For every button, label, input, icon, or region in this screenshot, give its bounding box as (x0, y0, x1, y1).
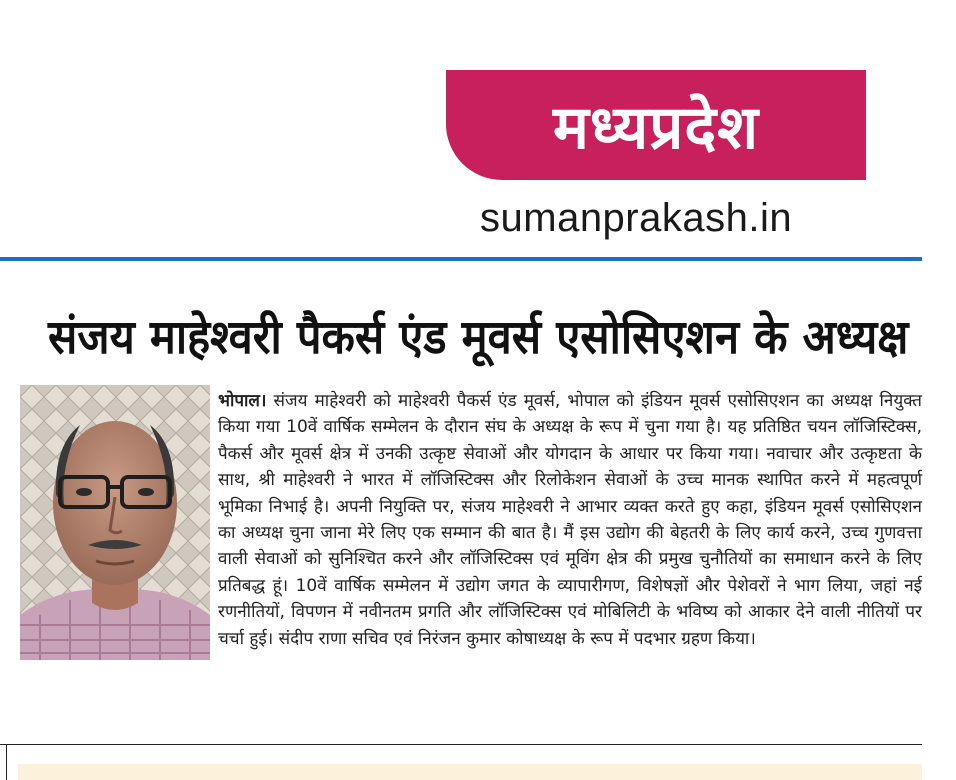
dateline: भोपाल। (218, 391, 267, 411)
photo-spacer (20, 388, 218, 652)
section-title: मध्यप्रदेश (552, 93, 760, 163)
headline: संजय माहेश्वरी पैकर्स एंड मूवर्स एसोसिएशन के अध्यक्ष (48, 310, 909, 365)
section-banner (446, 70, 866, 180)
bottom-edge (6, 744, 7, 780)
article-text: संजय माहेश्वरी को माहेश्वरी पैकर्स एंड मूवर्स, भोपाल को इंडियन मूवर्स एसोसिएशन का अध्यक्ष नियुक्त किया गया 10वें वार्षिक सम्मेलन के दौरान संघ के अध्यक्ष के रूप में चुना गया है। यह प्रतिष्ठित चयन लॉजिस्टिक्स, पैकर्स और मूवर्स क्षेत्र में उनकी उत्कृष्ट सेवाओं और योगदान के आधार पर किया गया। नवाचार और उत्कृष्टता के साथ, श्री माहेश्वरी ने भारत में लॉजिस्टिक्स और रिलोकेशन सेवाओं के उच्च मानक स्थापित करने में महत्वपूर्ण भूमिका निभाई है। अपनी नियुक्ति पर, संजय माहेश्वरी ने आभार व्यक्त करते हुए कहा, इंडियन मूवर्स एसोसिएशन का अध्यक्ष चुना जाना मेरे लिए एक सम्मान की बात है। मैं इस उद्योग की बेहतरी के लिए कार्य करने, उच्च गुणवत्ता वाली सेवाओं को सुनिश्चित करने और लॉजिस्टिक्स एवं मूविंग क्षेत्र की प्रमुख चुनौतियों का समाधान करने के लिए प्रतिबद्ध हूं। 10वें वार्षिक सम्मेलन में उद्योग जगत के व्यापारीगण, विशेषज्ञों और पेशेवरों ने भाग लिया, जहां नई रणनीतियों, विपणन में नवीनतम प्रगति और लॉजिस्टिक्स एवं मोबिलिटी के भविष्य को आकार देने वाली नीतियों पर चर्चा हुई। संदीप राणा सचिव एवं निरंजन कुमार कोषाध्यक्ष के रूप में पदभार ग्रहण किया। (218, 391, 922, 649)
divider-rule (0, 257, 922, 261)
article-body (20, 388, 922, 652)
bottom-rule (0, 744, 922, 745)
next-section-strip (18, 764, 922, 780)
website-label: sumanprakash.in (480, 196, 793, 240)
